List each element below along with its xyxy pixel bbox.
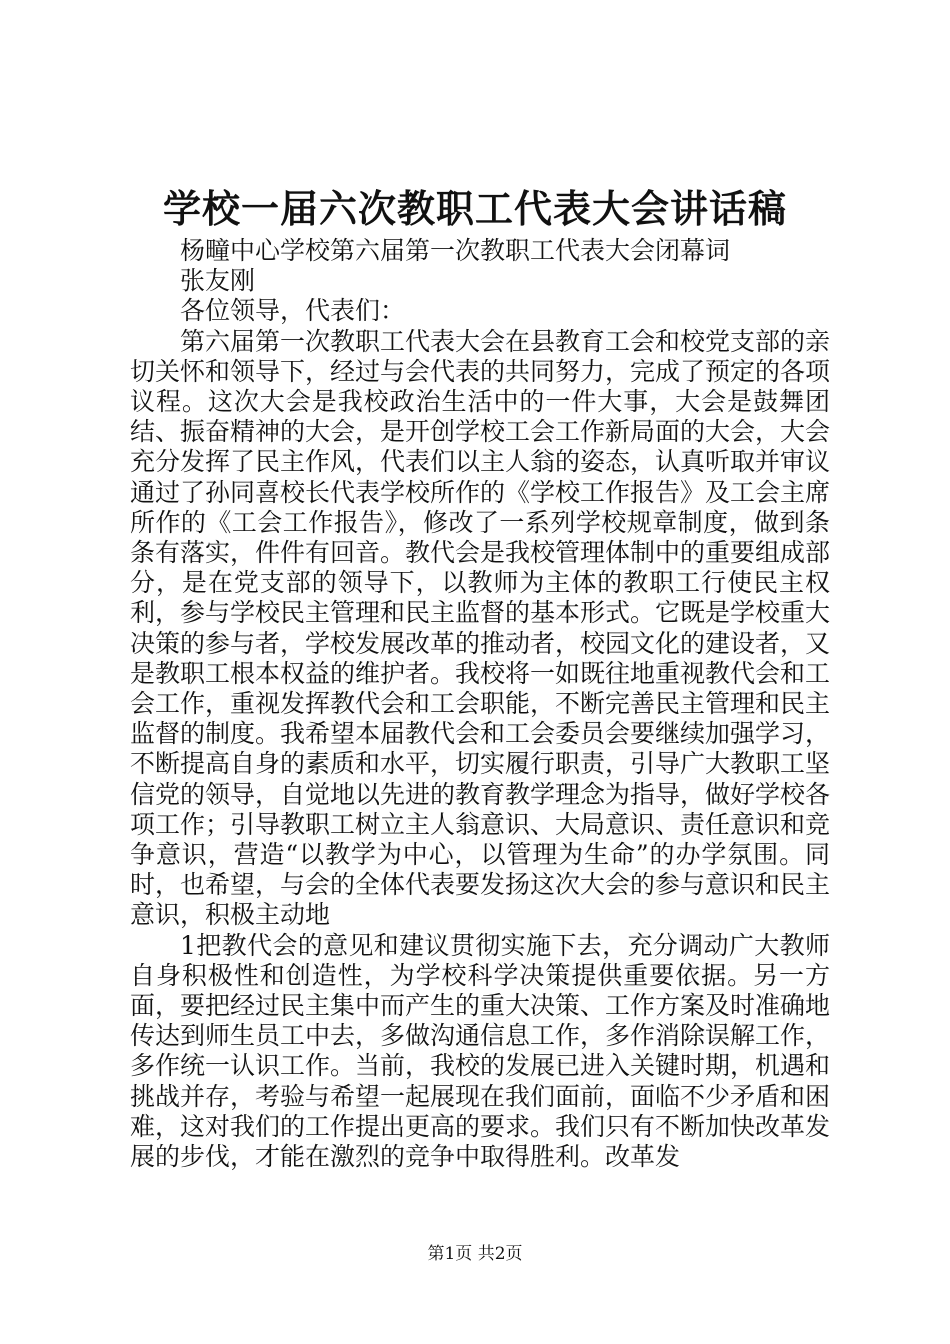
salutation-line: 各位领导，代表们： — [180, 296, 406, 326]
subtitle-line: 杨疃中心学校第六届第一次教职工代表大会闭幕词 — [180, 236, 731, 265]
body-paragraph: 1把教代会的意见和建议贯彻实施下去，充分调动广大教师自身积极性和创造性，为学校科学决策提供重要依据。另一方面，要把经过民主集中而产生的重大决策、工作方案及时准确地传达到师生员工中去，多做沟通信息工作，多作消除误解工作，多作统一认识工作。当前，我校的发展已进入关键时期，机遇和挑战并存，考验与希望一起展现在我们面前，面临不少矛盾和困难，这对我们的工作提出更高的要求。我们只有不断加快改革发展的步伐，才能在激烈的竞争中取得胜利。改革发 — [130, 930, 831, 1172]
document-title: 学校一届六次教职工代表大会讲话稿 — [162, 186, 787, 231]
author-line: 张友刚 — [180, 266, 256, 296]
page-number: 第1页 共2页 — [427, 1244, 523, 1264]
body-paragraph: 第六届第一次教职工代表大会在县教育工会和校党支部的亲切关怀和领导下，经过与会代表的共同努力，完成了预定的各项议程。这次大会是我校政治生活中的一件大事，大会是鼓舞团结、振奋精神的大会，是开创学校工会工作新局面的大会，大会充分发挥了民主作风，代表们以主人翁的姿态，认真听取并审议通过了孙同喜校长代表学校所作的《学校工作报告》及工会主席所作的《工会工作报告》，修改了一系列学校规章制度，做到条条有落实，件件有回音。教代会是我校管理体制中的重要组成部分，是在党支部的领导下，以教师为主体的教职工行使民主权利，参与学校民主管理和民主监督的基本形式。它既是学校重大决策的参与者，学校发展改革的推动者，校园文化的建设者，又是教职工根本权益的维护者。我校将一如既往地重视教代会和工会工作，重视发挥教代会和工会职能，不断完善民主管理和民主监督的制度。我希望本届教代会和工会委员会要继续加强学习，不断提高自身的素质和水平，切实履行职责，引导广大教职工坚信党的领导，自觉地以先进的教育教学理念为指导，做好学校各项工作；引导教职工树立主人翁意识、大局意识、责任意识和竞争意识，营造“以教学为中心，以管理为生命”的办学氛围。同时，也希望，与会的全体代表要发扬这次大会的参与意识和民主意识，积极主动地 — [130, 326, 831, 930]
document-body — [130, 236, 830, 1172]
